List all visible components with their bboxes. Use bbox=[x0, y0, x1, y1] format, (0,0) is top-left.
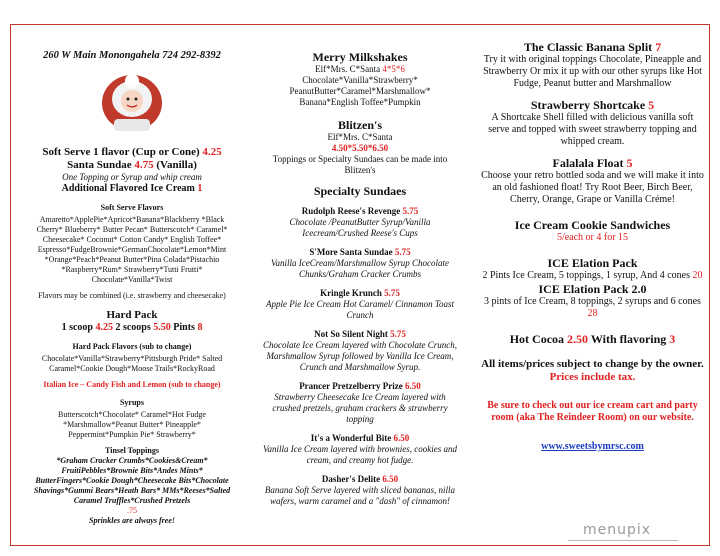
sandwich-title: Ice Cream Cookie Sandwiches bbox=[514, 218, 671, 232]
blitzens-sizes: Elf*Mrs. C*Santa bbox=[327, 132, 393, 142]
sundae-title bbox=[260, 247, 460, 258]
float-desc: Choose your retro bottled soda and we will make it into an old fashioned float! Try Root Beer, Birch Beer, Cherry, Orange, Grape or Vanilla Créme! bbox=[481, 170, 704, 205]
watermark-rule bbox=[568, 540, 678, 541]
tinsel-price: .75 bbox=[127, 506, 137, 515]
cart-note: Be sure to check out our ice cream cart and party room (aka The Reindeer Room) on our website. bbox=[487, 400, 698, 423]
hard-flavors-list: Chocolate*Vanilla*Strawberry*Pittsburgh Pride* Salted Caramel*Cookie Dough*Moose Trails*RockyRoad bbox=[41, 354, 223, 373]
sundae-desc: Chocolate Ice Cream layered with Chocolate Crunch, Marshmallow Syrup followed by Vanilla Ice Cream, Crunch and Marshmallow Syrup. bbox=[262, 340, 458, 372]
soft-flavors-list: Amaretto*ApplePie*Apricot*Banana*Blackberry *Black Cherry* Blueberry* Butter Pecan* Butterscotch* Caramel* Cheesecake* Coconut* Cotton Candy* English Toffee* Espresso*FudgeBrownie*GermanChocolate*Lemon*Mint *Orange*Peach*Peanut Butter*Pina Colada*Pistachio *Raspberry*Rum* Strawberry*Tutti Frutti* Chocolate*Vanilla*Twist bbox=[36, 215, 228, 284]
sundae-title bbox=[260, 329, 460, 340]
sundae-price: 6.50 bbox=[405, 381, 421, 391]
menupix-watermark: menupix bbox=[583, 522, 652, 538]
soft-serve-price-line: Soft Serve 1 flavor (Cup or Cone) 4.25 bbox=[42, 146, 222, 158]
sundae-list bbox=[260, 206, 460, 507]
milkshakes-flavors: Chocolate*Vanilla*Strawberry* PeanutButter*Caramel*Marshmallow* Banana*English Toffee*Pumpkin bbox=[289, 75, 431, 107]
elation-desc: 2 Pints Ice Cream, 5 toppings, 1 syrup, And 4 cones 20 bbox=[482, 270, 703, 281]
sundae-name: It's a Wonderful Bite bbox=[310, 433, 392, 443]
milkshakes-title: Merry Milkshakes bbox=[312, 50, 408, 64]
hard-flavors-title: Hard Pack Flavors (sub to change) bbox=[72, 342, 192, 351]
middle-column bbox=[260, 50, 460, 507]
italian-ice: Italian Ice – Candy Fish and Lemon (sub to change) bbox=[43, 380, 221, 389]
sundae-name: Rudolph Reese's Revenge bbox=[301, 206, 401, 216]
combine-note: Flavors may be combined (i.e. strawberry and cheesecake) bbox=[38, 291, 226, 300]
blitzens-prices: 4.50*5.50*6.50 bbox=[331, 143, 389, 153]
sundae-name: Not So Silent Night bbox=[314, 329, 388, 339]
mrs-claus-logo bbox=[92, 69, 172, 135]
right-column bbox=[480, 40, 705, 454]
sandwich-price: 5/each or 4 for 15 bbox=[556, 232, 629, 243]
elation2-desc: 3 pints of Ice Cream, 8 toppings, 2 syrups and 6 cones 28 bbox=[484, 296, 701, 319]
prices-note: All items/prices subject to change by the owner. Prices include tax. bbox=[481, 358, 704, 383]
specialty-sundaes-title: Specialty Sundaes bbox=[313, 184, 407, 198]
sundae-price: 5.75 bbox=[384, 288, 400, 298]
elation2-title: ICE Elation Pack 2.0 bbox=[538, 282, 647, 296]
sundae-name: Dasher's Delite bbox=[321, 474, 381, 484]
sundae-name: Kringle Krunch bbox=[320, 288, 382, 298]
shortcake-desc: A Shortcake Shell filled with delicious vanilla soft serve and topped with sweet strawberry topping and whipped cream. bbox=[488, 112, 697, 147]
sundae-price: 5.75 bbox=[390, 329, 406, 339]
soft-flavors-title: Soft Serve Flavors bbox=[100, 203, 164, 212]
sundae-name: Prancer Pretzelberry Prize bbox=[299, 381, 403, 391]
sundae-desc: Chocolate /PeanutButter Syrup/Vanilla Icecream/Crushed Reese's Cups bbox=[289, 217, 431, 238]
sundae-title bbox=[260, 288, 460, 299]
blitzens-note: Toppings or Specialty Sundaes can be made into Blitzen's bbox=[272, 154, 448, 175]
sundae-desc: Banana Soft Serve layered with sliced bananas, nilla wafers, warm caramel and a "dash" of cinnamon! bbox=[264, 485, 456, 506]
hard-pack-title: Hard Pack bbox=[106, 309, 158, 321]
santa-sundae-note: One Topping or Syrup and whip cream bbox=[62, 172, 202, 182]
elation-title: ICE Elation Pack bbox=[547, 256, 638, 270]
sundae-price: 5.75 bbox=[402, 206, 419, 216]
sundae-title bbox=[260, 474, 460, 485]
sundae-desc: Vanilla IceCream/Marshmallow Syrup Chocolate Chunks/Graham Cracker Crumbs bbox=[271, 258, 449, 279]
sundae-desc: Apple Pie Ice Cream Hot Caramel/ Cinnamon Toast Crunch bbox=[265, 299, 455, 320]
sundae-title bbox=[260, 433, 460, 444]
hot-cocoa-line: Hot Cocoa 2.50 With flavoring 3 bbox=[509, 332, 676, 346]
banana-split-title: The Classic Banana Split 7 bbox=[523, 40, 662, 54]
store-address: 260 W Main Monongahela 724 292-8392 bbox=[43, 50, 221, 61]
sprinkles-note: Sprinkles are always free! bbox=[89, 516, 175, 525]
shortcake-title: Strawberry Shortcake 5 bbox=[530, 98, 655, 112]
tinsel-title: Tinsel Toppings bbox=[105, 446, 159, 455]
sundae-price: 6.50 bbox=[393, 433, 410, 443]
syrups-list: Butterscotch*Chocolate* Caramel*Hot Fudge *Marshmallow*Peanut Butter* Pineapple* Peppermint*Pumpkin Pie* Strawberry* bbox=[58, 410, 206, 439]
blitzens-title: Blitzen's bbox=[338, 118, 382, 132]
sundae-name: S'More Santa Sundae bbox=[309, 247, 393, 257]
santa-sundae-line: Santa Sundae 4.75 (Vanilla) bbox=[67, 159, 197, 171]
left-column bbox=[32, 50, 232, 526]
sundae-price: 5.75 bbox=[394, 247, 411, 257]
sundae-desc: Strawberry Cheesecake Ice Cream layered with crushed pretzels, graham crackers & strawberry topping bbox=[272, 392, 448, 424]
float-title: Falalala Float 5 bbox=[552, 156, 633, 170]
banana-split-desc: Try it with original toppings Chocolate, Pineapple and Strawberry Or mix it up with our other syrups like Hot Fudge, Peanut butter and Marshmallow bbox=[483, 54, 702, 89]
milkshakes-sizes: Elf*Mrs. C*Santa 4*5*6 bbox=[315, 64, 405, 74]
sundae-title bbox=[260, 206, 460, 217]
syrups-title: Syrups bbox=[119, 398, 144, 407]
additional-flavor-line: Additional Flavored Ice Cream 1 bbox=[61, 183, 203, 194]
hard-pack-prices: 1 scoop 4.25 2 scoops 5.50 Pints 8 bbox=[61, 322, 203, 333]
tinsel-list: *Graham Cracker Crumbs*Cookies&Cream* FruitiPebbles*Brownie Bits*Andes Mints* ButterFingers*Cookie Dough*Cheesecake Bits*Chocolate Shavings*Gummi Bears*Heath Bars* MMs*Reeses*Salted Caramel Truffles*Crushed Pretzels bbox=[33, 456, 231, 505]
sundae-desc: Vanilla Ice Cream layered with brownies, cookies and cream, and creamy hot fudge. bbox=[263, 444, 457, 465]
sundae-price: 6.50 bbox=[382, 474, 399, 484]
website-link[interactable]: www.sweetsbymrsc.com bbox=[541, 441, 644, 452]
sundae-title bbox=[260, 381, 460, 392]
